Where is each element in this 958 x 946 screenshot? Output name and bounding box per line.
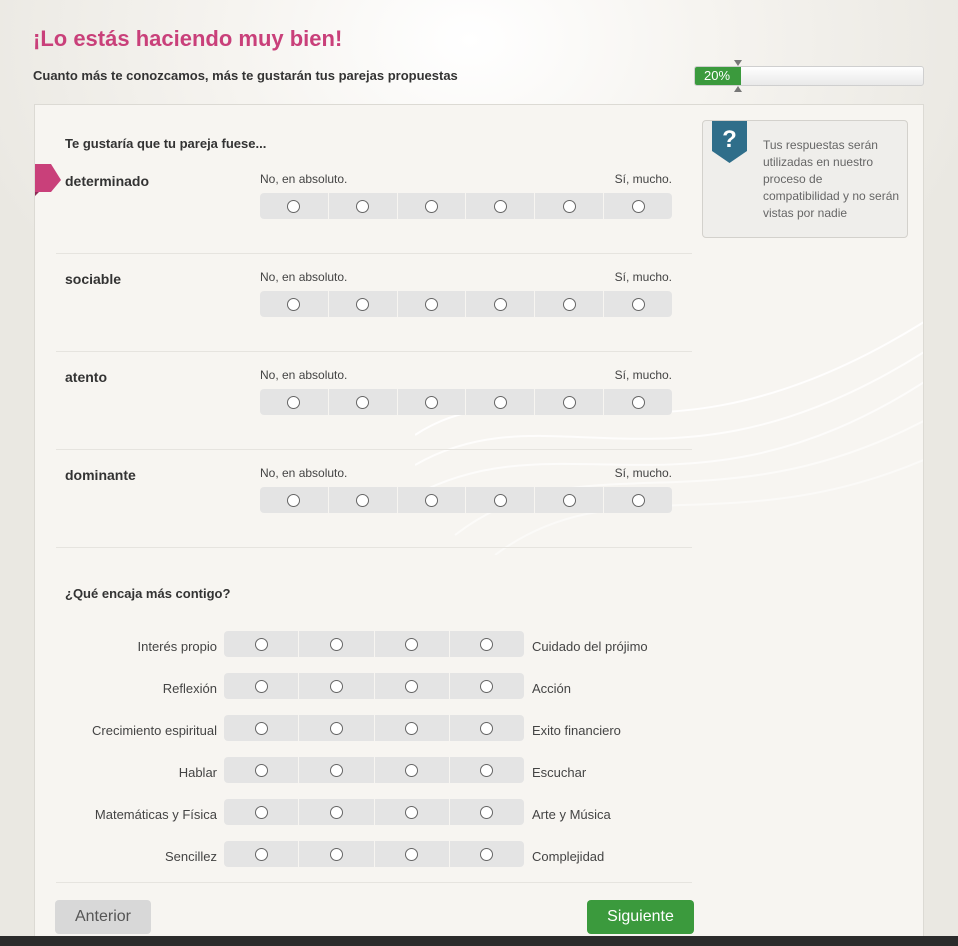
- rating-option-1[interactable]: [260, 487, 328, 513]
- rating-option-2[interactable]: [328, 389, 397, 415]
- radio-button[interactable]: [405, 680, 418, 693]
- radio-button[interactable]: [480, 848, 493, 861]
- os-taskbar: [0, 936, 958, 946]
- radio-button[interactable]: [255, 680, 268, 693]
- radio-button[interactable]: [356, 200, 369, 213]
- radio-button[interactable]: [494, 396, 507, 409]
- radio-button[interactable]: [563, 298, 576, 311]
- scale-left-label: No, en absoluto.: [260, 466, 348, 480]
- scale-left-label: No, en absoluto.: [260, 172, 348, 186]
- pair-option-3[interactable]: [374, 673, 449, 699]
- radio-button[interactable]: [405, 722, 418, 735]
- section-title-partner: Te gustaría que tu pareja fuese...: [65, 136, 267, 151]
- radio-button[interactable]: [563, 396, 576, 409]
- radio-button[interactable]: [330, 638, 343, 651]
- rating-row-determinado: [260, 193, 672, 219]
- pair-left-label: Sencillez: [164, 849, 217, 864]
- previous-button[interactable]: Anterior: [55, 900, 151, 934]
- radio-button[interactable]: [494, 298, 507, 311]
- scale-right-label: Sí, mucho.: [614, 466, 672, 480]
- pair-left-label: Hablar: [178, 765, 217, 780]
- current-question-marker-icon: [35, 164, 61, 196]
- rating-option-2[interactable]: [328, 487, 397, 513]
- pair-option-2[interactable]: [298, 715, 373, 741]
- radio-button[interactable]: [425, 494, 438, 507]
- pair-right-label: Cuidado del prójimo: [532, 639, 648, 654]
- radio-button[interactable]: [330, 848, 343, 861]
- pair-option-3[interactable]: [374, 715, 449, 741]
- rating-option-5[interactable]: [534, 193, 603, 219]
- pair-row-4: [224, 757, 524, 783]
- pair-right-label: Escuchar: [532, 765, 587, 780]
- radio-button[interactable]: [287, 396, 300, 409]
- question-label-sociable: sociable: [65, 271, 122, 287]
- pair-option-3[interactable]: [374, 757, 449, 783]
- divider: [56, 882, 692, 883]
- scale-left-label: No, en absoluto.: [260, 368, 348, 382]
- rating-row-atento: [260, 389, 672, 415]
- radio-button[interactable]: [632, 298, 645, 311]
- rating-option-5[interactable]: [534, 487, 603, 513]
- divider: [56, 351, 692, 352]
- radio-button[interactable]: [494, 494, 507, 507]
- radio-button[interactable]: [425, 298, 438, 311]
- divider: [56, 253, 692, 254]
- pair-left-label: Reflexión: [162, 681, 217, 696]
- radio-button[interactable]: [255, 638, 268, 651]
- radio-button[interactable]: [330, 806, 343, 819]
- radio-button[interactable]: [405, 638, 418, 651]
- pair-row-2: [224, 673, 524, 699]
- radio-button[interactable]: [405, 764, 418, 777]
- divider: [56, 449, 692, 450]
- pair-option-2[interactable]: [298, 673, 373, 699]
- radio-button[interactable]: [255, 722, 268, 735]
- radio-button[interactable]: [255, 848, 268, 861]
- progress-marker-bottom-icon: [734, 86, 742, 92]
- radio-button[interactable]: [356, 396, 369, 409]
- rating-option-6[interactable]: [603, 193, 672, 219]
- radio-button[interactable]: [632, 200, 645, 213]
- pair-row-1: [224, 631, 524, 657]
- radio-button[interactable]: [480, 764, 493, 777]
- pair-option-2[interactable]: [298, 799, 373, 825]
- pair-option-4[interactable]: [449, 715, 524, 741]
- help-badge-symbol: ?: [722, 126, 737, 153]
- radio-button[interactable]: [255, 806, 268, 819]
- rating-option-4[interactable]: [465, 487, 534, 513]
- pair-row-5: [224, 799, 524, 825]
- pair-left-label: Interés propio: [137, 639, 217, 654]
- pair-option-2[interactable]: [298, 841, 373, 867]
- pair-option-4[interactable]: [449, 799, 524, 825]
- page-title: ¡Lo estás haciendo muy bien!: [33, 26, 343, 51]
- radio-button[interactable]: [255, 764, 268, 777]
- pair-option-4[interactable]: [449, 673, 524, 699]
- rating-option-3[interactable]: [397, 487, 466, 513]
- rating-option-6[interactable]: [603, 291, 672, 317]
- radio-button[interactable]: [480, 638, 493, 651]
- radio-button[interactable]: [356, 298, 369, 311]
- rating-option-6[interactable]: [603, 389, 672, 415]
- scale-left-label: No, en absoluto.: [260, 270, 348, 284]
- question-label-dominante: dominante: [65, 467, 136, 483]
- rating-row-sociable: [260, 291, 672, 317]
- rating-row-dominante: [260, 487, 672, 513]
- pair-option-4[interactable]: [449, 841, 524, 867]
- help-info-box: [702, 120, 908, 238]
- rating-option-2[interactable]: [328, 193, 397, 219]
- next-button[interactable]: Siguiente: [587, 900, 694, 934]
- rating-option-1[interactable]: [260, 291, 328, 317]
- pair-row-6: [224, 841, 524, 867]
- radio-button[interactable]: [480, 722, 493, 735]
- rating-option-1[interactable]: [260, 389, 328, 415]
- question-label-determinado: determinado: [65, 173, 150, 189]
- rating-option-3[interactable]: [397, 193, 466, 219]
- pair-option-2[interactable]: [298, 757, 373, 783]
- pair-left-label: Crecimiento espiritual: [92, 723, 217, 738]
- radio-button[interactable]: [563, 494, 576, 507]
- pair-option-4[interactable]: [449, 631, 524, 657]
- pair-right-label: Acción: [532, 681, 572, 696]
- radio-button[interactable]: [287, 494, 300, 507]
- progress-label: 20%: [703, 68, 731, 83]
- rating-option-4[interactable]: [465, 193, 534, 219]
- help-text: Tus respuestas serán utilizadas en nuestro proceso de compatibilidad y no serán vistas por nadie: [763, 138, 900, 220]
- rating-option-4[interactable]: [465, 291, 534, 317]
- radio-button[interactable]: [632, 494, 645, 507]
- pair-right-label: Complejidad: [532, 849, 605, 864]
- radio-button[interactable]: [480, 806, 493, 819]
- radio-button[interactable]: [330, 722, 343, 735]
- rating-option-3[interactable]: [397, 389, 466, 415]
- radio-button[interactable]: [405, 806, 418, 819]
- pair-option-2[interactable]: [298, 631, 373, 657]
- rating-option-4[interactable]: [465, 389, 534, 415]
- pair-option-1[interactable]: [224, 757, 298, 783]
- radio-button[interactable]: [287, 298, 300, 311]
- progress-bar: [694, 66, 924, 86]
- radio-button[interactable]: [494, 200, 507, 213]
- radio-button[interactable]: [425, 396, 438, 409]
- rating-option-1[interactable]: [260, 193, 328, 219]
- page-subtitle: Cuanto más te conozcamos, más te gustarán tus parejas propuestas: [33, 68, 458, 83]
- pair-right-label: Exito financiero: [532, 723, 621, 738]
- rating-option-5[interactable]: [534, 291, 603, 317]
- questionnaire-panel: [34, 104, 924, 946]
- section-title-fit: ¿Qué encaja más contigo?: [65, 586, 231, 601]
- scale-right-label: Sí, mucho.: [614, 368, 672, 382]
- scale-right-label: Sí, mucho.: [614, 172, 672, 186]
- radio-button[interactable]: [405, 848, 418, 861]
- pair-option-4[interactable]: [449, 757, 524, 783]
- rating-option-5[interactable]: [534, 389, 603, 415]
- scale-right-label: Sí, mucho.: [614, 270, 672, 284]
- pair-option-1[interactable]: [224, 673, 298, 699]
- pair-option-1[interactable]: [224, 799, 298, 825]
- pair-left-label: Matemáticas y Física: [94, 807, 217, 822]
- radio-button[interactable]: [330, 764, 343, 777]
- pair-option-3[interactable]: [374, 841, 449, 867]
- pair-option-3[interactable]: [374, 799, 449, 825]
- radio-button[interactable]: [632, 396, 645, 409]
- pair-option-1[interactable]: [224, 631, 298, 657]
- radio-button[interactable]: [356, 494, 369, 507]
- radio-button[interactable]: [330, 680, 343, 693]
- pair-option-1[interactable]: [224, 841, 298, 867]
- question-mark-icon: [712, 121, 747, 163]
- radio-button[interactable]: [425, 200, 438, 213]
- radio-button[interactable]: [287, 200, 300, 213]
- pair-row-3: [224, 715, 524, 741]
- rating-option-6[interactable]: [603, 487, 672, 513]
- pair-right-label: Arte y Música: [532, 807, 611, 822]
- pair-option-1[interactable]: [224, 715, 298, 741]
- pair-option-3[interactable]: [374, 631, 449, 657]
- question-label-atento: atento: [65, 369, 107, 385]
- divider: [56, 547, 692, 548]
- radio-button[interactable]: [480, 680, 493, 693]
- rating-option-3[interactable]: [397, 291, 466, 317]
- radio-button[interactable]: [563, 200, 576, 213]
- rating-option-2[interactable]: [328, 291, 397, 317]
